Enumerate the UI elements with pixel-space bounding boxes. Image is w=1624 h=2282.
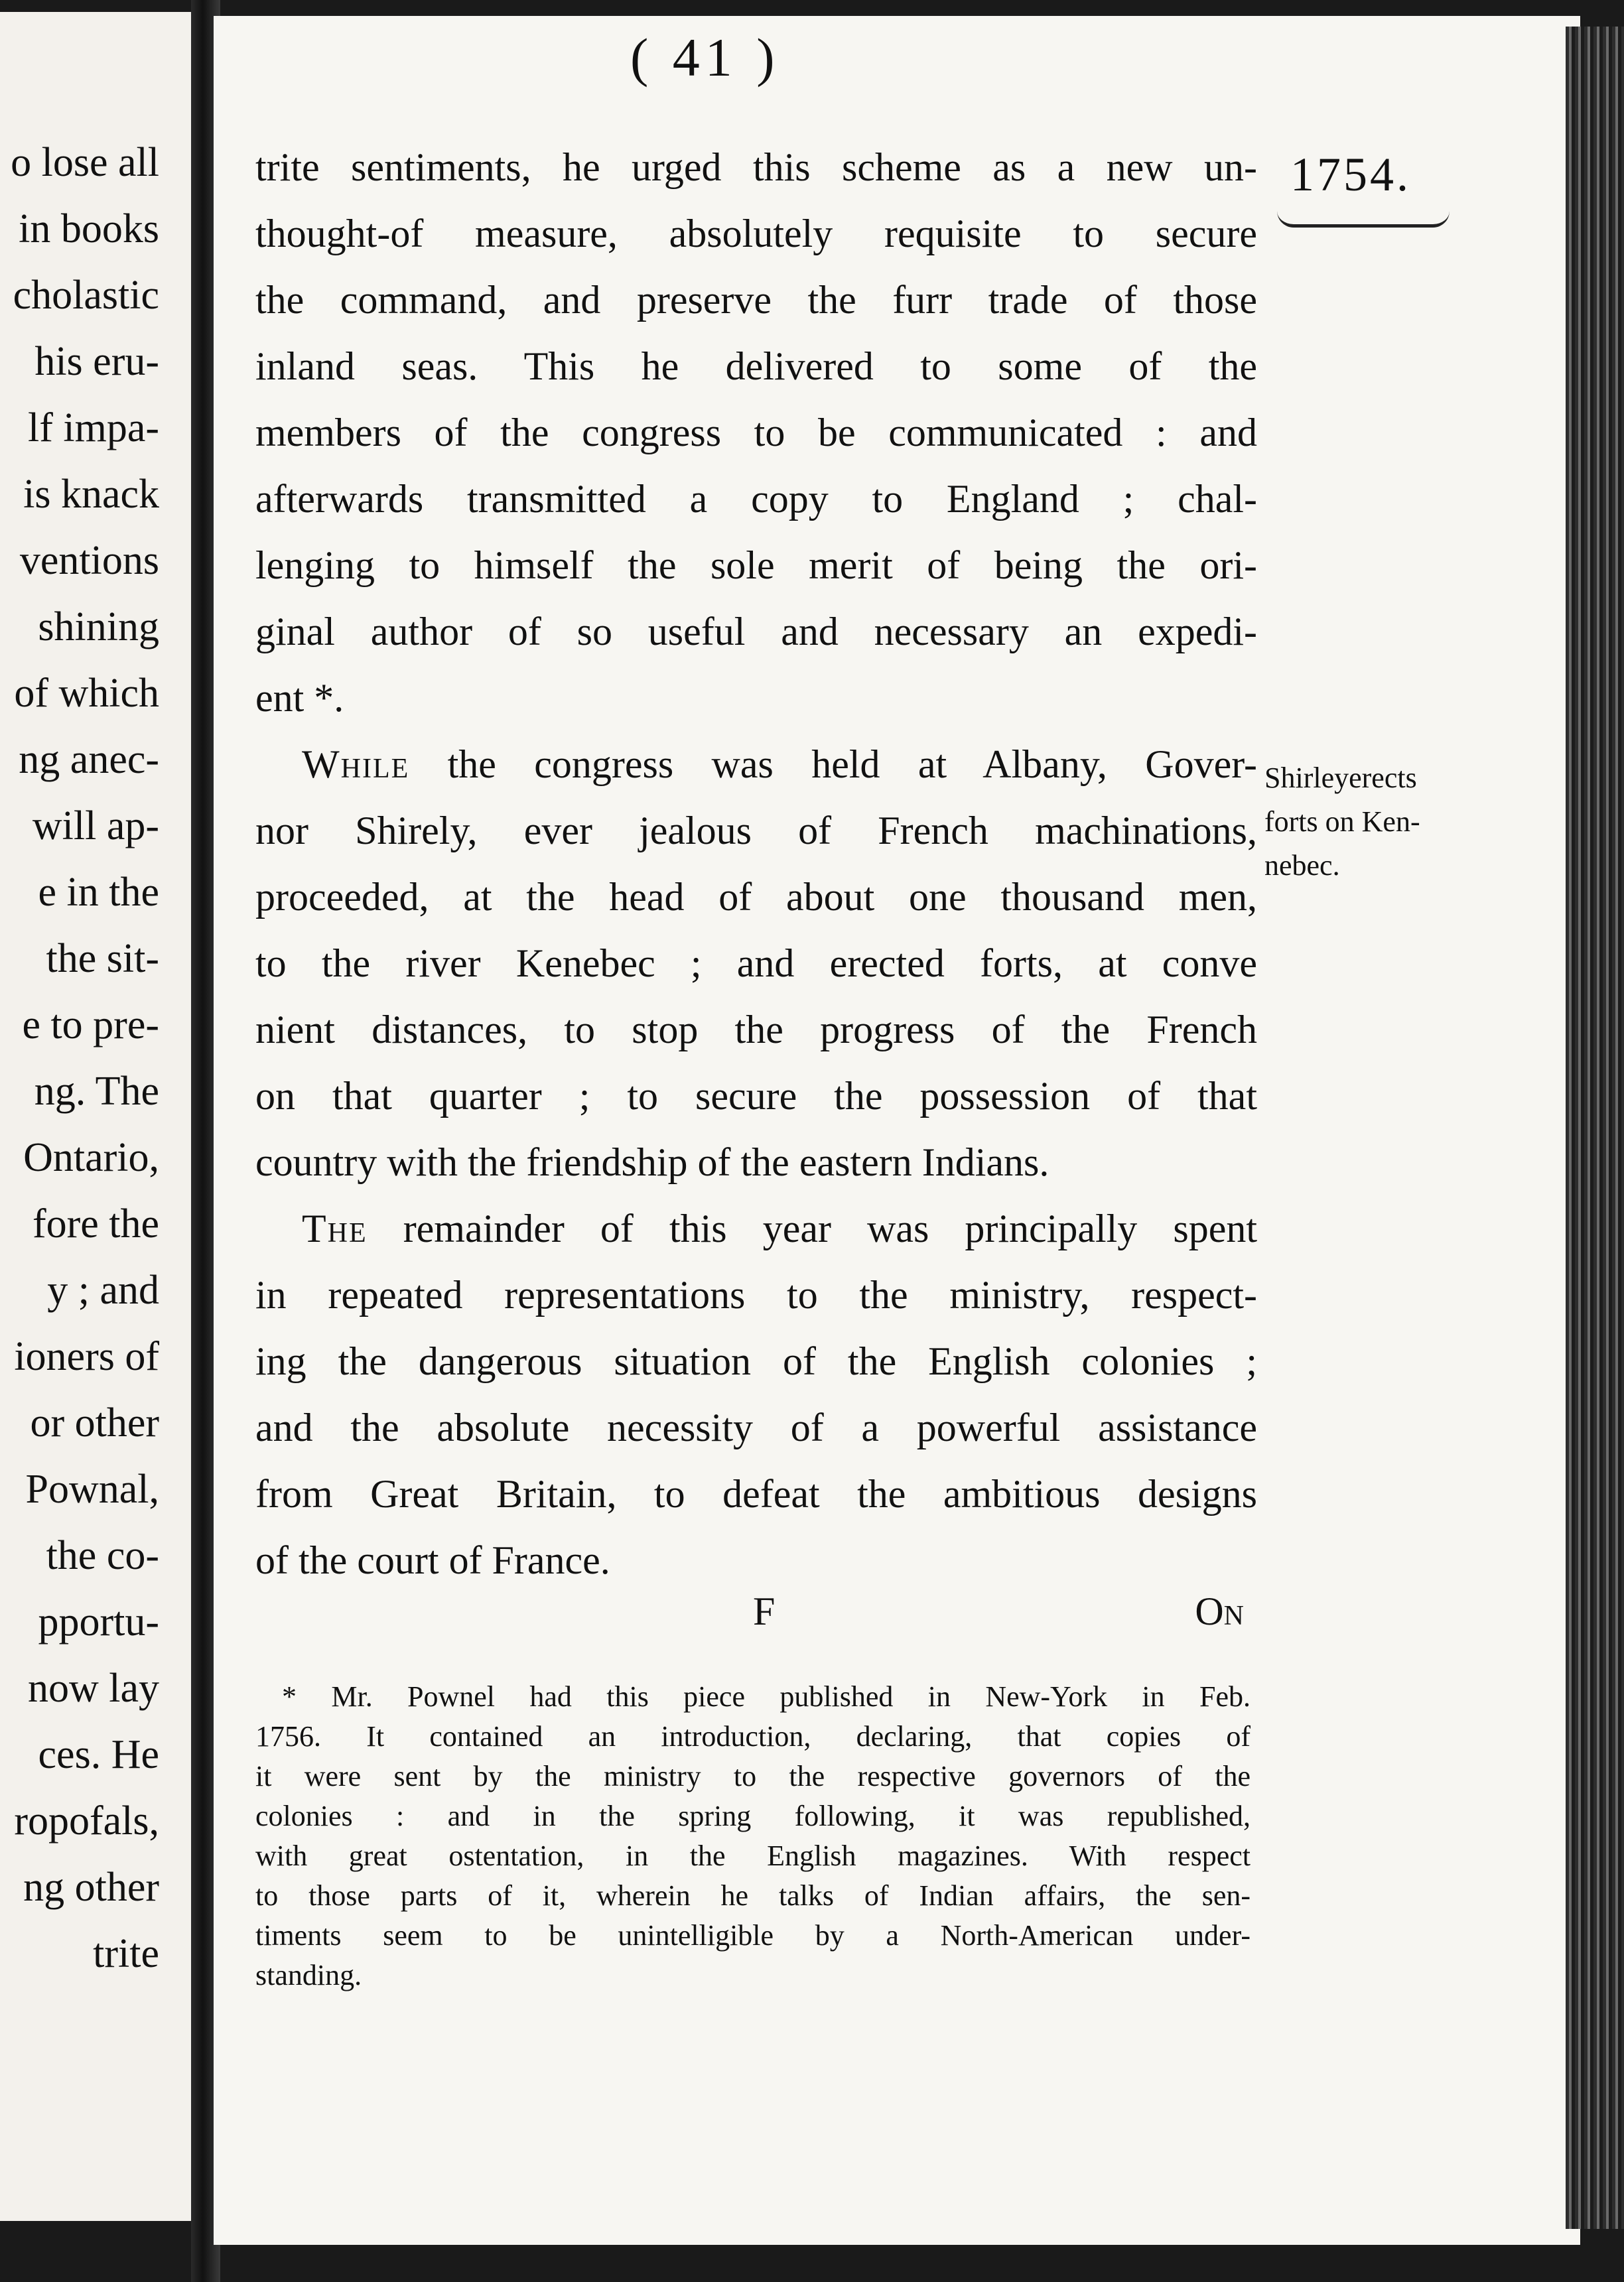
left-page-line: fore the xyxy=(32,1201,159,1246)
footnote xyxy=(255,1677,1251,1995)
body-text xyxy=(255,134,1257,1593)
text-line: and the absolute necessity of a powerful assistance xyxy=(255,1406,1257,1449)
left-page-line: ng other xyxy=(23,1865,159,1910)
footnote-line: * Mr. Pownel had this piece published in New-York in Feb. xyxy=(282,1680,1251,1713)
left-page-line: trite xyxy=(93,1931,159,1976)
left-page-line: ces. He xyxy=(38,1732,159,1777)
left-page-line: Pownal, xyxy=(25,1467,159,1512)
text-line: nor Shirely, ever jealous of French machinations, xyxy=(255,809,1257,852)
left-page-line: ventions xyxy=(19,538,159,583)
text-line: to the river Kenebec ; and erected forts, at conve xyxy=(255,941,1257,985)
text-line-rest: the congress was held at Albany, Gover- xyxy=(409,742,1257,786)
text-line: ent *. xyxy=(255,676,344,720)
text-line: country with the friendship of the eastern Indians. xyxy=(255,1140,1049,1184)
marginal-note xyxy=(1264,756,1463,888)
paragraph-lead-word: While xyxy=(302,742,410,786)
page-number: ( 41 ) xyxy=(630,27,780,88)
left-page-line: or other xyxy=(30,1400,159,1445)
text-line: lenging to himself the sole merit of being the ori- xyxy=(255,543,1257,587)
left-page-line: ropofals, xyxy=(14,1798,159,1844)
left-page-line: is knack xyxy=(23,472,159,517)
left-page-line: Ontario, xyxy=(23,1135,159,1180)
marginal-note-line: Shirleyerects xyxy=(1264,762,1417,794)
marginal-note-line: forts on Ken- xyxy=(1264,805,1420,838)
text-line: the command, and preserve the furr trade of those xyxy=(255,278,1257,322)
text-line: trite sentiments, he urged this scheme as a new un- xyxy=(255,145,1257,189)
text-line: ing the dangerous situation of the English colonies ; xyxy=(255,1339,1257,1383)
text-line-rest: remainder of this year was principally spent xyxy=(367,1207,1257,1250)
text-line: thought-of measure, absolutely requisite to secure xyxy=(255,212,1257,255)
left-page-line: the co- xyxy=(46,1533,159,1578)
left-page-line: ioners of xyxy=(14,1334,159,1379)
marginal-note-line: nebec. xyxy=(1264,849,1340,882)
left-page-line: of which xyxy=(14,671,159,716)
text-line: proceeded, at the head of about one thousand men, xyxy=(255,875,1257,919)
left-page-line: ng. The xyxy=(34,1069,159,1114)
text-line: nient distances, to stop the progress of the French xyxy=(255,1008,1257,1051)
footnote-line: with great ostentation, in the English magazines. With respect xyxy=(255,1840,1251,1872)
left-page-line: pportu- xyxy=(38,1599,159,1644)
page-edges xyxy=(1566,27,1624,2229)
running-year: 1754. xyxy=(1290,148,1411,201)
text-line: afterwards transmitted a copy to England ; chal- xyxy=(255,477,1257,521)
left-page-line: y ; and xyxy=(47,1268,159,1313)
paragraph-lead-word: The xyxy=(302,1207,368,1250)
left-page-line: in books xyxy=(19,206,159,251)
left-page-line: will ap- xyxy=(32,803,159,848)
signature-mark: F xyxy=(753,1589,776,1633)
left-page-line: now lay xyxy=(27,1666,159,1711)
left-page-line: cholastic xyxy=(13,273,159,318)
footnote-line: 1756. It contained an introduction, declaring, that copies of xyxy=(255,1720,1251,1753)
year-ornament-rule xyxy=(1277,211,1450,228)
paragraph-first-line xyxy=(255,731,1257,797)
text-line: of the court of France. xyxy=(255,1538,610,1582)
left-page-line: lf impa- xyxy=(28,405,159,450)
footnote-line: colonies : and in the spring following, it was republished, xyxy=(255,1800,1251,1832)
paragraph-first-line xyxy=(255,1195,1257,1262)
text-line: on that quarter ; to secure the possession of that xyxy=(255,1074,1257,1118)
footnote-line: to those parts of it, wherein he talks of Indian affairs, the sen- xyxy=(255,1879,1251,1912)
text-line: inland seas. This he delivered to some of the xyxy=(255,344,1257,388)
left-page-line: e in the xyxy=(38,870,159,915)
left-page-line: his eru- xyxy=(34,339,159,384)
left-page-line: the sit- xyxy=(46,936,159,981)
text-line: in repeated representations to the ministry, respect- xyxy=(255,1273,1257,1317)
footnote-line: standing. xyxy=(255,1959,362,1991)
text-line: ginal author of so useful and necessary an expedi- xyxy=(255,610,1257,653)
left-page-line: o lose all xyxy=(11,140,159,185)
left-page-line: ng anec- xyxy=(19,737,159,782)
left-page-line: shining xyxy=(38,604,159,649)
left-facing-page xyxy=(0,12,199,2221)
footnote-line: it were sent by the ministry to the respective governors of the xyxy=(255,1760,1251,1792)
text-line: from Great Britain, to defeat the ambitious designs xyxy=(255,1472,1257,1516)
left-page-line: e to pre- xyxy=(22,1002,159,1047)
signature-row xyxy=(255,1589,1244,1642)
footnote-line: timents seem to be unintelligible by a North-American under- xyxy=(255,1919,1251,1952)
text-line: members of the congress to be communicated : and xyxy=(255,411,1257,454)
catchword: On xyxy=(1195,1589,1244,1633)
